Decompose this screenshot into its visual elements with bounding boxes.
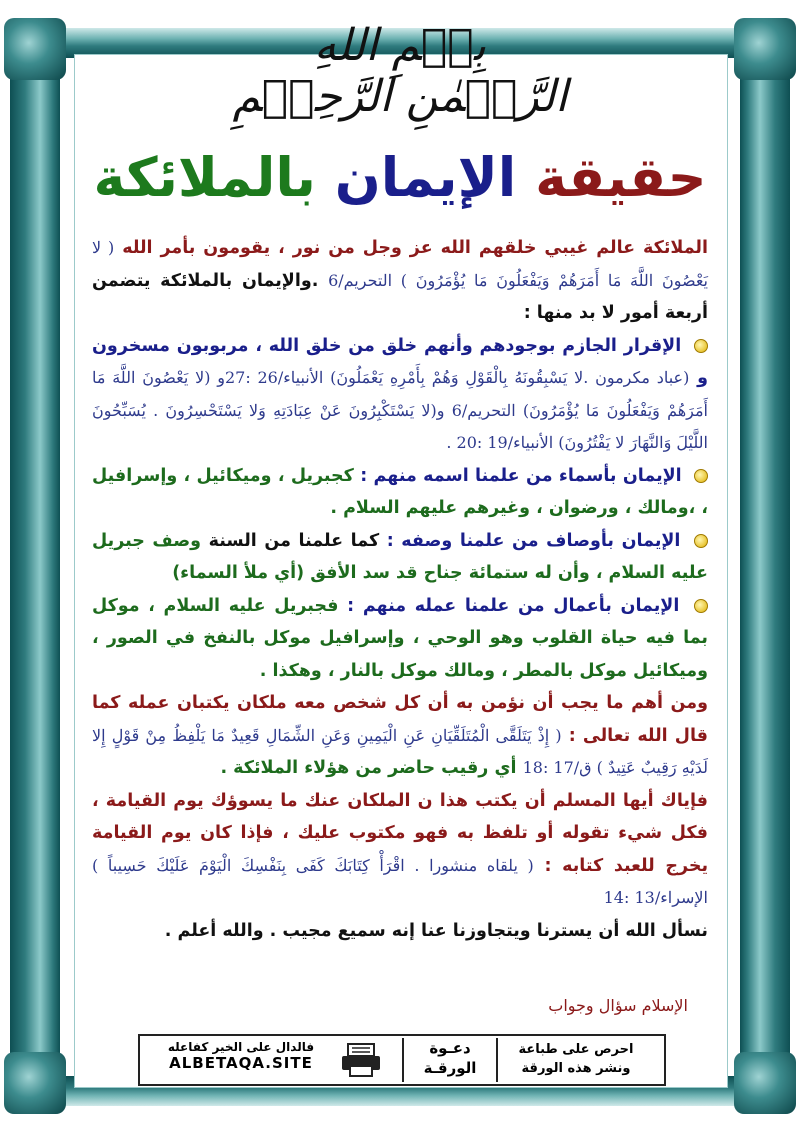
point-2-heading: الإيمان بأسماء من علمنا اسمه منهم : [360,465,682,486]
bullet-icon [694,534,708,548]
point-3-text: وصف جبريل عليه السلام ، وأن له ستمائة جناح قد سد الأفق (أي ملأ السماء) [92,530,708,583]
point-3-mid: كما علمنا من السنة [208,530,380,551]
footer-logo-line-2: الورقـة [423,1059,477,1077]
frame-right-bar [740,28,790,1106]
closing-text: نسأل الله أن يسترنا ويتجاوزنا عنا إنه سميع مجيب . والله أعلم . [164,920,708,941]
point-4 [92,590,708,688]
frame-corner-top-left [4,18,66,80]
recording-angels-text: ومن أهم ما يجب أن نؤمن به أن كل شخص معه ملكان يكتبان عمله كما قال الله تعالى : [92,693,708,746]
intro-quran-verse: ( لا يَعْصُونَ اللَّهَ مَا أَمَرَهُمْ وَيَفْعَلُونَ مَا يُؤْمَرُونَ ) التحريم/6 [92,238,709,290]
warning-paragraph [92,785,708,915]
point-4-text: فجبريل عليه السلام ، موكل بما فيه حياة القلوب وهو الوحي ، وإسرافيل موكل بالنفخ في الصور ، وميكائيل موكل بالمطر ، ومالك موكل بالنار ، وهكذا . [92,595,708,681]
point-3 [92,525,708,590]
intro-paragraph [92,232,708,330]
basmala-calligraphy: بِسۡمِ اللهِ الرَّحۡمٰنِ الرَّحِيۡمِ [232,20,568,122]
recording-angels-quran-verse: ( إِذْ يَتَلَقَّى الْمُتَلَقِّيَانِ عَنِ الْيَمِينِ وَعَنِ الشِّمَالِ قَعِيدٌ مَا يَلْفِظُ مِنْ قَوْلٍ إِلا لَدَيْهِ رَقِيبٌ عَتِيدٌ ) ق/17 :18 [92,725,708,777]
intro-text-continued: .والإيمان بالملائكة يتضمن أربعة أمور لا بد منها : [92,270,708,323]
footer-motto: فالدال على الخير كفاعله [167,1040,315,1054]
footer-logo-line-1: دعـوة [429,1039,471,1057]
point-2-names: كجبريل ، وميكائيل ، وإسرافيل ، ،ومالك ، ورضوان ، وغيرهم عليهم السلام . [92,465,708,518]
intro-text: الملائكة عالم غيبي خلقهم الله عز وجل من نور ، يقومون بأمر الله [122,238,708,258]
title-part-2: الإيمان [334,146,517,209]
point-4-heading: الإيمان بأعمال من علمنا عمله منهم : [347,595,680,616]
footer-box [138,1034,666,1086]
bullet-icon [694,339,708,353]
recording-angels-note: أي رقيب حاضر من هؤلاء الملائكة . [220,758,517,778]
footer-cta-line-1: احرص على طباعة [518,1042,634,1057]
title-part-3: بالملائكة [93,146,316,209]
printer-icon [340,1042,382,1078]
point-3-heading: الإيمان بأوصاف من علمنا وصفه : [386,530,681,551]
point-1-heading: الإقرار الجازم بوجودهم وأنهم خلق من خلق الله ، مربوبون مسخرون و [92,335,708,388]
footer-call-to-action [496,1040,656,1078]
page-title [74,138,726,218]
point-2 [92,460,708,525]
point-1-quran-verses: (عباد مكرمون .لا يَسْبِقُونَهُ بِالْقَوْلِ وَهُمْ بِأَمْرِهِ يَعْمَلُونَ) الأنبياء/26 :27و (لا يَعْصُونَ اللَّهَ مَا أَمَرَهُمْ وَيَفْعَلُونَ مَا يُؤْمَرُونَ) التحريم/6 و(لا يَسْتَكْبِرُونَ عَنْ عِبَادَتِهِ وَلا يَسْتَحْسِرُونَ . يُسَبِّحُونَ اللَّيْلَ وَالنَّهَارَ لا يَفْتُرُونَ) الأنبياء/19 :20 . [92,368,709,452]
warning-text: فإياك أيها المسلم أن يكتب هذا ن الملكان عنك ما يسوؤك يوم القيامة ، فكل شيء تقوله أو تلفظ به فهو مكتوب عليك ، فإذا كان يوم القيامة يخرج للعبد كتابه : [92,790,709,876]
frame-corner-bottom-right [734,1052,796,1114]
closing-dua [92,915,708,948]
footer-site-block [146,1040,336,1072]
bullet-icon [694,599,708,613]
bullet-icon [694,469,708,483]
footer-logo [402,1038,498,1082]
article-body [92,232,708,947]
source-attribution: الإسلام سؤال وجواب [548,996,688,1015]
footer-site-link[interactable]: ALBETAQA.SITE [169,1054,313,1072]
footer-cta-line-2: ونشر هذه الورقة [521,1061,631,1076]
frame-corner-top-right [734,18,796,80]
title-part-1: حقيقة [535,146,707,209]
frame-left-bar [10,28,60,1106]
recording-angels-paragraph [92,687,708,785]
frame-corner-bottom-left [4,1052,66,1114]
warning-quran-verse: ( يلقاه منشورا . اقْرَأْ كِتَابَكَ كَفَى بِنَفْسِكَ الْيَوْمَ عَلَيْكَ حَسِيباً ) الإسراء/13 :14 [92,855,708,907]
point-1 [92,330,708,460]
